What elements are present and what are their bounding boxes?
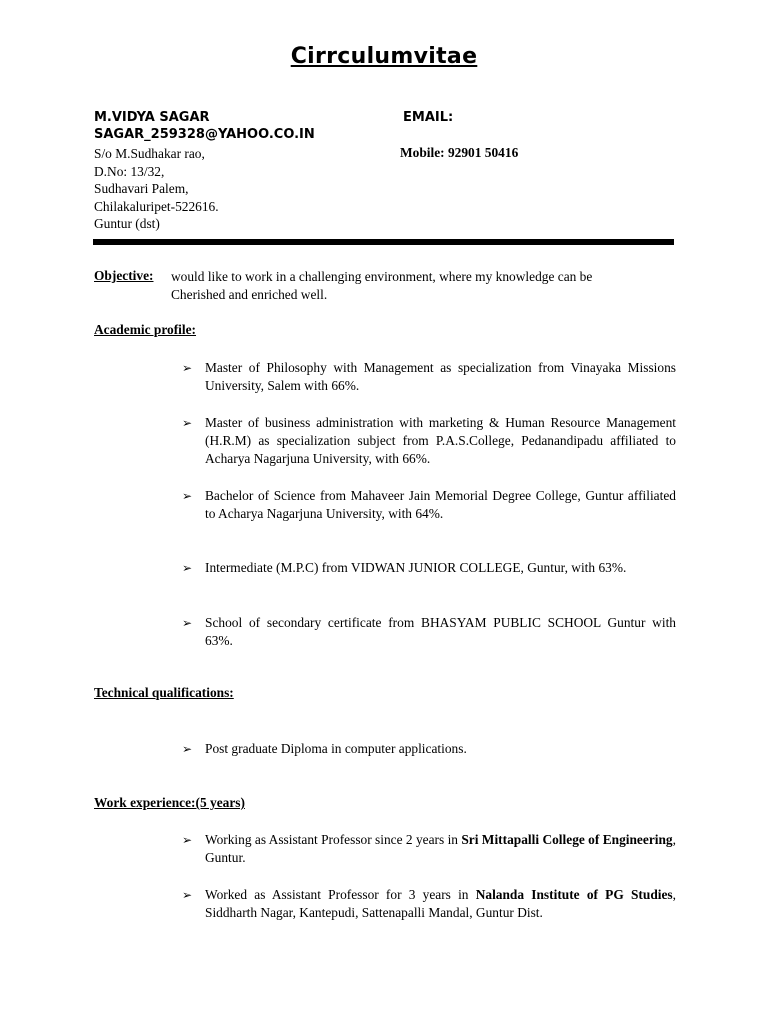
technical-item-text: Post graduate Diploma in computer applications. xyxy=(205,741,467,756)
arrow-bullet-icon: ➢ xyxy=(182,416,193,430)
email-address: SAGAR_259328@YAHOO.CO.IN xyxy=(94,127,315,142)
work-item-prefix: Worked as Assistant Professor for 3 years in xyxy=(205,887,476,902)
technical-item xyxy=(182,740,676,758)
address-line: Sudhavari Palem, xyxy=(94,181,189,196)
technical-heading: Technical qualifications: xyxy=(94,685,234,700)
objective-line: Cherished and enriched well. xyxy=(171,287,328,302)
work-item xyxy=(182,886,676,922)
academic-item xyxy=(182,487,676,523)
arrow-bullet-icon: ➢ xyxy=(182,833,193,847)
academic-item-text: Master of Philosophy with Management as specialization from Vinayaka Missions University, Salem with 66%. xyxy=(205,360,676,393)
work-heading: Work experience:(5 years) xyxy=(94,795,245,810)
candidate-name: M.VIDYA SAGAR xyxy=(94,110,210,125)
employer-name: Nalanda Institute of PG Studies xyxy=(475,887,673,902)
academic-item-text: School of secondary certificate from BHASYAM PUBLIC SCHOOL Guntur with 63%. xyxy=(205,615,676,648)
work-item-text xyxy=(205,832,676,865)
academic-item xyxy=(182,359,676,395)
arrow-bullet-icon: ➢ xyxy=(182,616,193,630)
address-line: D.No: 13/32, xyxy=(94,163,165,179)
postal-address xyxy=(94,145,219,233)
employer-name: Sri Mittapalli College of Engineering xyxy=(461,832,673,847)
work-item-suffix: , Guntur. xyxy=(205,832,676,865)
arrow-bullet-icon: ➢ xyxy=(182,561,193,575)
arrow-bullet-icon: ➢ xyxy=(182,888,193,902)
work-item-prefix: Working as Assistant Professor since 2 years in xyxy=(205,832,462,847)
address-line: Guntur (dst) xyxy=(94,216,160,231)
email-label: EMAIL: xyxy=(403,110,454,125)
work-item xyxy=(182,831,676,867)
mobile-number: Mobile: 92901 50416 xyxy=(400,145,519,160)
address-line: Chilakaluripet-522616. xyxy=(94,198,219,214)
academic-heading: Academic profile: xyxy=(94,322,197,337)
academic-item xyxy=(182,414,676,468)
academic-item-text: Master of business administration with marketing & Human Resource Management (H.R.M) as specialization subject from P.A.S.College, Pedanandipadu affiliated to Acharya Nagarjuna University, with 66%. xyxy=(205,415,676,466)
header-divider xyxy=(93,239,674,245)
academic-item xyxy=(182,614,676,650)
academic-item-text: Intermediate (M.P.C) from VIDWAN JUNIOR COLLEGE, Guntur, with 63%. xyxy=(205,560,627,575)
objective-line: would like to work in a challenging environment, where my knowledge can be xyxy=(171,269,593,284)
document-title: Cirrculumvitae xyxy=(290,44,478,69)
objective-label: Objective: xyxy=(94,268,154,283)
work-item-suffix: , Siddharth Nagar, Kantepudi, Sattenapalli Mandal, Guntur Dist. xyxy=(205,887,676,920)
academic-item xyxy=(182,559,676,577)
arrow-bullet-icon: ➢ xyxy=(182,489,193,503)
arrow-bullet-icon: ➢ xyxy=(182,361,193,375)
objective-text xyxy=(171,268,681,304)
address-line: S/o M.Sudhakar rao, xyxy=(94,146,205,161)
arrow-bullet-icon: ➢ xyxy=(182,742,193,756)
work-item-text xyxy=(205,887,676,920)
academic-item-text: Bachelor of Science from Mahaveer Jain Memorial Degree College, Guntur affiliated to Acharya Nagarjuna University, with 64%. xyxy=(205,488,676,521)
